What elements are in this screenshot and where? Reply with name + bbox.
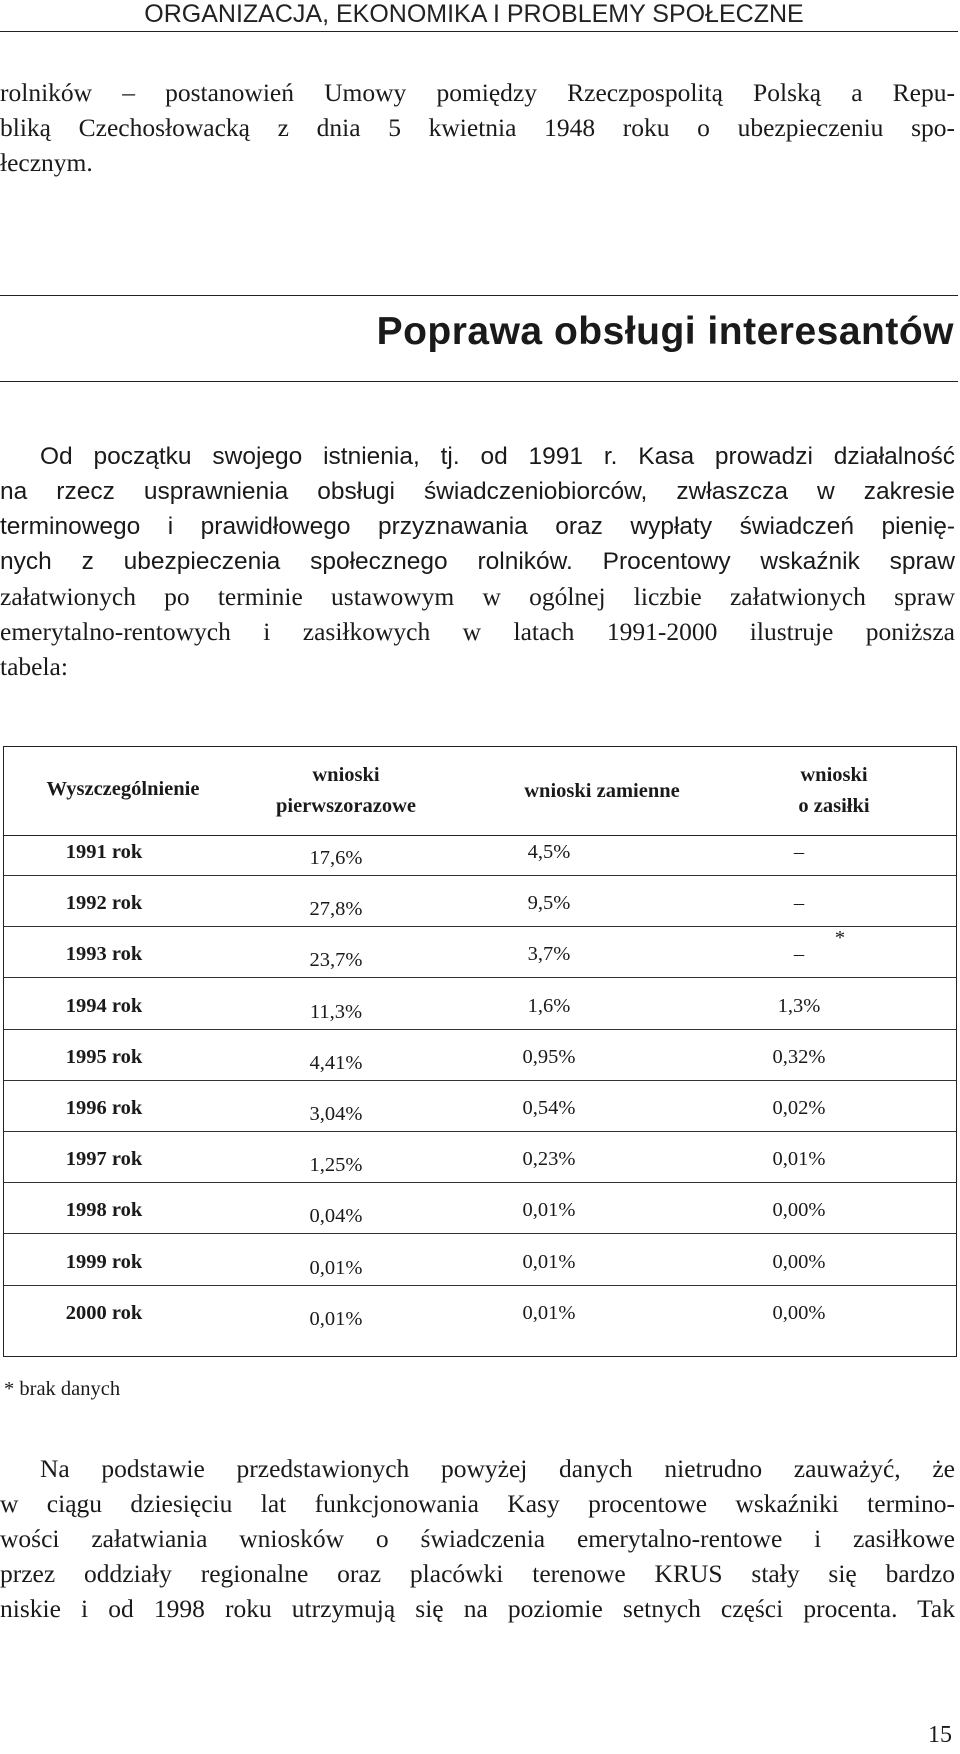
section-title: Poprawa obsługi interesantów bbox=[376, 310, 954, 353]
year-cell: 1995 rok bbox=[65, 1045, 143, 1068]
running-header bbox=[0, 0, 960, 34]
no-data-marker: * bbox=[834, 927, 846, 950]
row-divider bbox=[4, 1182, 956, 1183]
benefit-application-cell: 0,01% bbox=[772, 1148, 826, 1171]
change-application-cell: 0,01% bbox=[522, 1199, 576, 1222]
first-application-cell: 3,04% bbox=[309, 1103, 363, 1125]
header-line: o zasiłki bbox=[798, 795, 870, 817]
row-divider bbox=[4, 1233, 956, 1234]
change-application-cell: 1,6% bbox=[527, 994, 571, 1017]
header-cell-first bbox=[246, 760, 446, 822]
header-rule bbox=[0, 31, 958, 32]
year-cell: 1992 rok bbox=[65, 892, 143, 915]
text-line: terminowego i prawidłowego przyznawania oraz wypłaty świadczeń pienię- bbox=[0, 513, 955, 540]
benefit-application-cell: – bbox=[793, 841, 805, 863]
row-divider bbox=[4, 926, 956, 927]
year-cell: 1997 rok bbox=[65, 1148, 143, 1171]
first-application-cell: 4,41% bbox=[309, 1051, 363, 1074]
year-cell: 1994 rok bbox=[65, 994, 143, 1017]
text-line: Od początku swojego istnienia, tj. od 1991 r. Kasa prowadzi działalność bbox=[40, 443, 955, 470]
conclusion-paragraph bbox=[0, 1451, 955, 1626]
header-cell-wyszczegolnienie: Wyszczególnienie bbox=[46, 778, 200, 800]
year-cell: 1991 rok bbox=[65, 841, 143, 863]
text-line: tabela: bbox=[0, 652, 68, 681]
header-cell-benefit bbox=[744, 760, 924, 822]
first-application-cell: 17,6% bbox=[309, 847, 363, 869]
text-line: wości załatwiania wniosków o świadczenia emerytalno-rentowe i zasiłkowe bbox=[0, 1524, 955, 1553]
text-line: w ciągu dziesięciu lat funkcjonowania Kasy procentowe wskaźniki termino- bbox=[0, 1489, 955, 1518]
text-line: niskie i od 1998 roku utrzymują się na poziomie setnych części procenta. Tak bbox=[0, 1594, 955, 1623]
change-application-cell: 9,5% bbox=[527, 892, 571, 915]
benefit-application-cell: 0,00% bbox=[772, 1250, 826, 1273]
header-line: wnioski bbox=[800, 764, 868, 786]
benefit-application-cell: 0,00% bbox=[772, 1199, 826, 1222]
change-application-cell: 0,23% bbox=[522, 1148, 576, 1171]
change-application-cell: 3,7% bbox=[527, 943, 571, 966]
text-line: łecznym. bbox=[0, 148, 93, 177]
year-cell: 1999 rok bbox=[65, 1250, 143, 1273]
year-cell: 2000 rok bbox=[65, 1301, 143, 1324]
text-line: przez oddziały regionalne oraz placówki terenowe KRUS stały się bardzo bbox=[0, 1559, 955, 1588]
text-line: nych z ubezpieczenia społecznego rolników. Procentowy wskaźnik spraw bbox=[0, 548, 955, 575]
change-application-cell: 0,01% bbox=[522, 1250, 576, 1273]
text-line: załatwionych po terminie ustawowym w ogólnej liczbie załatwionych spraw bbox=[0, 582, 955, 611]
change-application-cell: 0,95% bbox=[522, 1045, 576, 1068]
benefit-application-cell: 1,3% bbox=[777, 994, 821, 1017]
text-line: bliką Czechosłowacką z dnia 5 kwietnia 1948 roku o ubezpieczeniu spo- bbox=[0, 113, 955, 142]
benefit-application-cell: 0,02% bbox=[772, 1097, 826, 1119]
change-application-cell: 4,5% bbox=[527, 841, 571, 863]
intro-paragraph bbox=[0, 75, 955, 180]
row-divider bbox=[4, 1029, 956, 1030]
first-application-cell: 0,01% bbox=[309, 1256, 363, 1279]
first-application-cell: 0,04% bbox=[309, 1205, 363, 1228]
first-application-cell: 1,25% bbox=[309, 1154, 363, 1177]
first-application-cell: 23,7% bbox=[309, 949, 363, 972]
row-divider bbox=[4, 1285, 956, 1286]
table-header bbox=[4, 747, 956, 836]
first-application-cell: 11,3% bbox=[309, 1000, 363, 1023]
year-cell: 1993 rok bbox=[65, 943, 143, 966]
section-rule-top bbox=[0, 295, 958, 296]
first-application-cell: 27,8% bbox=[309, 898, 363, 921]
text-line: rolników – postanowień Umowy pomiędzy Rzeczpospolitą Polską a Repu- bbox=[0, 78, 955, 107]
row-divider bbox=[4, 977, 956, 978]
header-cell-change: wnioski zamienne bbox=[524, 780, 680, 802]
text-line: na rzecz usprawnienia obsługi świadczeniobiorców, zwłaszcza w zakresie bbox=[0, 478, 955, 505]
section-rule-bottom bbox=[0, 381, 958, 382]
benefit-application-cell: 0,32% bbox=[772, 1045, 826, 1068]
row-divider bbox=[4, 1131, 956, 1132]
row-divider bbox=[4, 1080, 956, 1081]
data-table bbox=[3, 746, 957, 1357]
benefit-application-cell: – bbox=[793, 892, 805, 915]
text-line: Na podstawie przedstawionych powyżej danych nietrudno zauważyć, że bbox=[40, 1454, 955, 1483]
header-line: wnioski bbox=[312, 764, 380, 786]
change-application-cell: 0,01% bbox=[522, 1301, 576, 1324]
benefit-application-cell: – bbox=[793, 943, 805, 966]
body-paragraph bbox=[0, 439, 955, 684]
change-application-cell: 0,54% bbox=[522, 1097, 576, 1119]
header-line: pierwszorazowe bbox=[275, 795, 417, 817]
table-footnote: * brak danych bbox=[4, 1378, 121, 1400]
year-cell: 1996 rok bbox=[65, 1097, 143, 1119]
text-line: emerytalno-rentowych i zasiłkowych w latach 1991-2000 ilustruje poniższa bbox=[0, 617, 955, 646]
benefit-application-cell: 0,00% bbox=[772, 1301, 826, 1324]
running-title: ORGANIZACJA, EKONOMIKA I PROBLEMY SPOŁECZNE bbox=[144, 0, 804, 28]
year-cell: 1998 rok bbox=[65, 1199, 143, 1222]
first-application-cell: 0,01% bbox=[309, 1307, 363, 1330]
row-divider bbox=[4, 875, 956, 876]
page-number: 15 bbox=[928, 1722, 952, 1748]
